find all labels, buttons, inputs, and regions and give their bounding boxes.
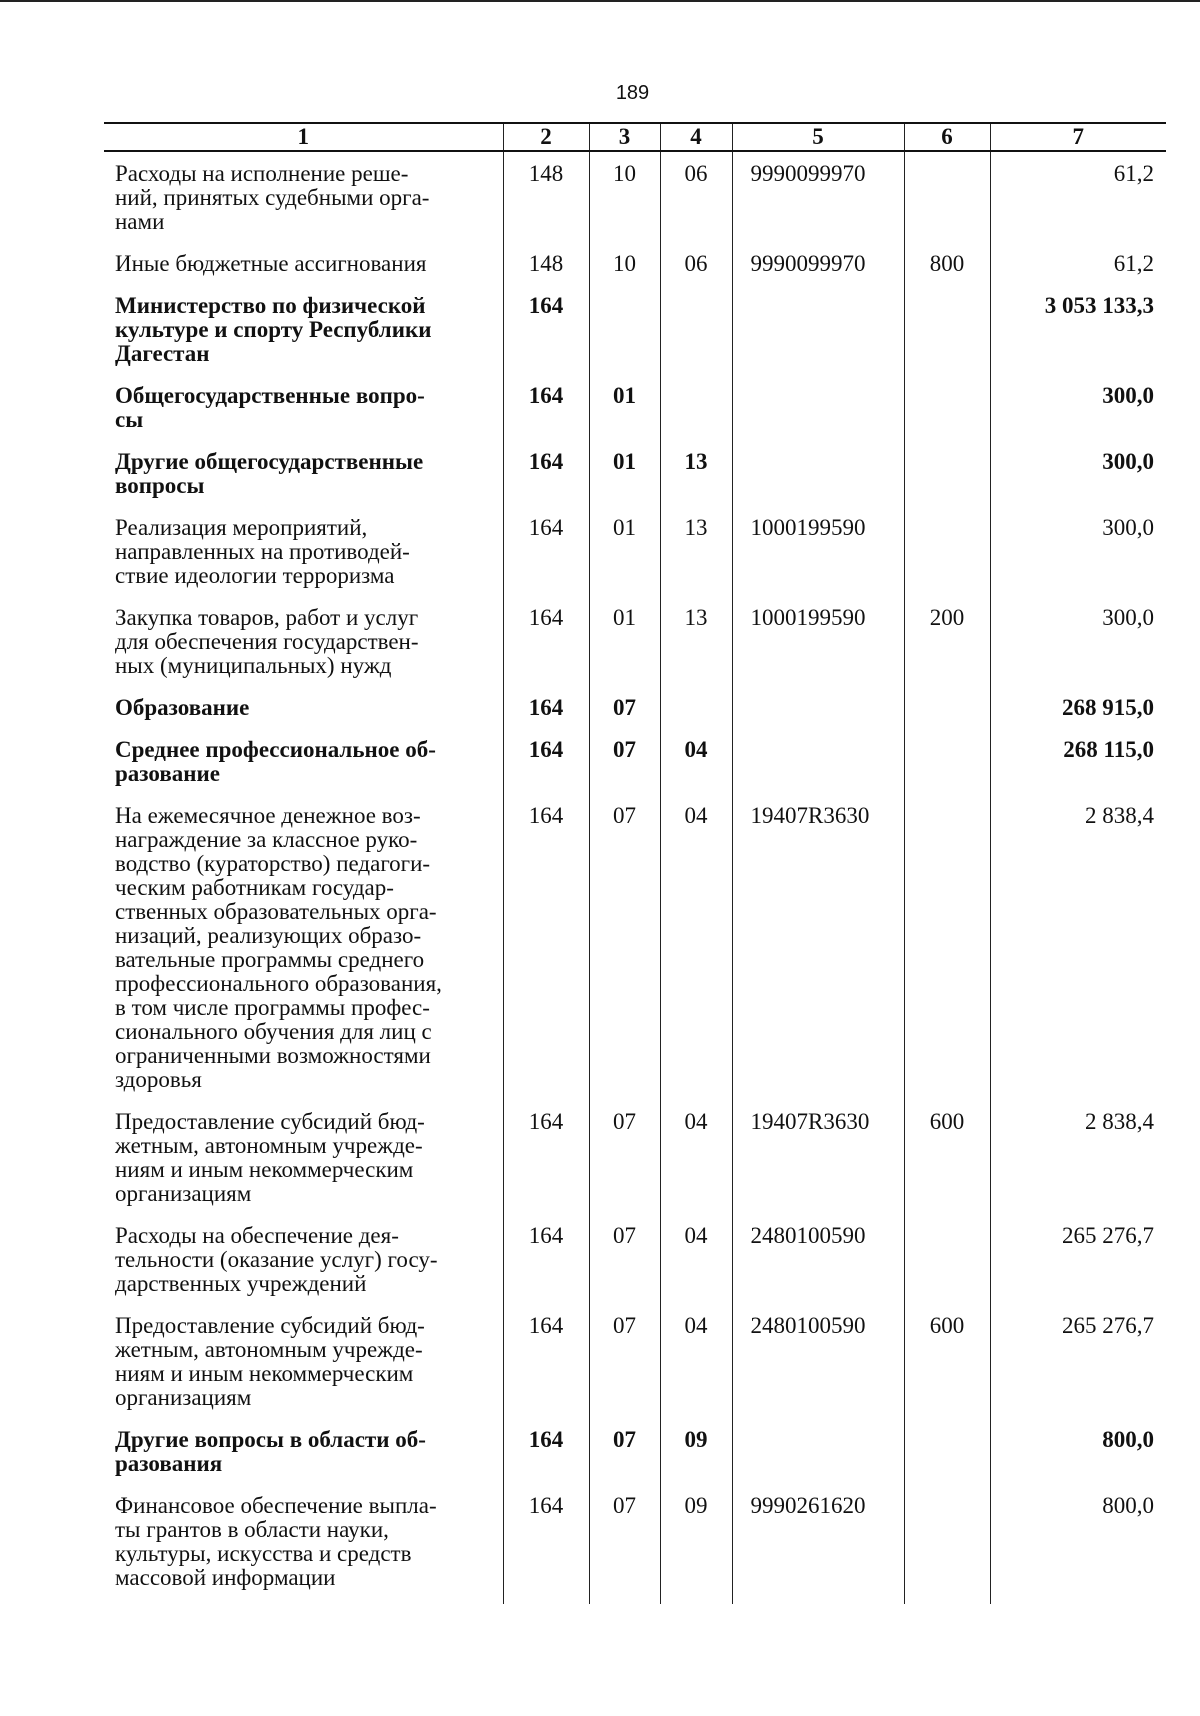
- section-cell: 07: [589, 1418, 660, 1484]
- expense-type-cell: [904, 151, 990, 242]
- target-article-cell: [732, 284, 904, 374]
- subsection-cell: 04: [660, 794, 732, 1100]
- header-col-1: 1: [104, 123, 503, 151]
- section-cell: 07: [589, 728, 660, 794]
- amount-cell: 265 276,7: [990, 1304, 1166, 1418]
- amount-cell: 268 915,0: [990, 686, 1166, 728]
- target-article-cell: [732, 440, 904, 506]
- target-article-cell: 19407R3630: [732, 1100, 904, 1214]
- target-article-cell: 19407R3630: [732, 794, 904, 1100]
- subsection-cell: 04: [660, 1304, 732, 1418]
- expense-type-cell: [904, 1418, 990, 1484]
- row-name-cell: Министерство по физической культуре и спорту Республики Дагестан: [115, 293, 432, 366]
- table-row: [104, 1484, 1166, 1604]
- subsection-cell: 09: [660, 1418, 732, 1484]
- section-cell: 10: [589, 242, 660, 284]
- expense-type-cell: [904, 506, 990, 596]
- row-name-cell: Расходы на исполнение реше- ний, принятых судебными орга- нами: [115, 161, 430, 234]
- amount-cell: 800,0: [990, 1418, 1166, 1484]
- subsection-cell: 09: [660, 1484, 732, 1604]
- section-cell: [589, 284, 660, 374]
- admin-code-cell: 164: [503, 686, 589, 728]
- subsection-cell: 04: [660, 1214, 732, 1304]
- target-article-cell: [732, 686, 904, 728]
- target-article-cell: 9990261620: [732, 1484, 904, 1604]
- amount-cell: 300,0: [990, 440, 1166, 506]
- admin-code-cell: 164: [503, 1418, 589, 1484]
- row-name-cell: Закупка товаров, работ и услуг для обеспечения государствен- ных (муниципальных) нужд: [115, 605, 419, 678]
- expense-type-cell: [904, 284, 990, 374]
- row-name-cell: Финансовое обеспечение выпла- ты грантов в области науки, культуры, искусства и средств массовой информации: [115, 1493, 437, 1590]
- section-cell: 01: [589, 440, 660, 506]
- table-row: [104, 506, 1166, 596]
- section-cell: 07: [589, 1100, 660, 1214]
- section-cell: 10: [589, 151, 660, 242]
- amount-cell: 3 053 133,3: [990, 284, 1166, 374]
- amount-cell: 268 115,0: [990, 728, 1166, 794]
- expense-type-cell: [904, 1214, 990, 1304]
- section-cell: 07: [589, 1304, 660, 1418]
- admin-code-cell: 164: [503, 728, 589, 794]
- admin-code-cell: 164: [503, 506, 589, 596]
- subsection-cell: 13: [660, 596, 732, 686]
- expense-type-cell: [904, 794, 990, 1100]
- table-row: [104, 794, 1166, 1100]
- target-article-cell: 1000199590: [732, 506, 904, 596]
- section-cell: 01: [589, 596, 660, 686]
- header-row: [104, 123, 1166, 151]
- table-row: [104, 596, 1166, 686]
- admin-code-cell: 164: [503, 596, 589, 686]
- row-name-cell: Другие вопросы в области об- разования: [115, 1427, 426, 1476]
- section-cell: 07: [589, 1214, 660, 1304]
- expense-type-cell: [904, 728, 990, 794]
- table-row: [104, 686, 1166, 728]
- table-body: [104, 151, 1166, 1604]
- row-name-cell: Образование: [115, 695, 250, 720]
- row-name-cell: Реализация мероприятий, направленных на противодей- ствие идеологии терроризма: [115, 515, 410, 588]
- admin-code-cell: 164: [503, 374, 589, 440]
- table-row: [104, 440, 1166, 506]
- table-row: [104, 1418, 1166, 1484]
- header-col-3: 3: [589, 123, 660, 151]
- header-col-4: 4: [660, 123, 732, 151]
- section-cell: 01: [589, 374, 660, 440]
- admin-code-cell: 164: [503, 1100, 589, 1214]
- admin-code-cell: 148: [503, 242, 589, 284]
- table-row: [104, 728, 1166, 794]
- target-article-cell: [732, 1418, 904, 1484]
- subsection-cell: 06: [660, 242, 732, 284]
- section-cell: 07: [589, 686, 660, 728]
- expense-type-cell: [904, 374, 990, 440]
- header-col-5: 5: [732, 123, 904, 151]
- admin-code-cell: 164: [503, 440, 589, 506]
- table-row: [104, 1100, 1166, 1214]
- subsection-cell: 04: [660, 728, 732, 794]
- table-row: [104, 284, 1166, 374]
- admin-code-cell: 164: [503, 794, 589, 1100]
- section-cell: 01: [589, 506, 660, 596]
- expense-type-cell: [904, 440, 990, 506]
- subsection-cell: 06: [660, 151, 732, 242]
- row-name-cell: Предоставление субсидий бюд- жетным, автономным учрежде- ниям и иным некоммерческим организациям: [115, 1313, 425, 1410]
- admin-code-cell: 164: [503, 284, 589, 374]
- subsection-cell: [660, 374, 732, 440]
- admin-code-cell: 164: [503, 1484, 589, 1604]
- amount-cell: 300,0: [990, 506, 1166, 596]
- target-article-cell: 2480100590: [732, 1214, 904, 1304]
- target-article-cell: 2480100590: [732, 1304, 904, 1418]
- expense-type-cell: [904, 1484, 990, 1604]
- subsection-cell: [660, 686, 732, 728]
- header-col-7: 7: [990, 123, 1166, 151]
- expense-type-cell: [904, 686, 990, 728]
- page-number: 189: [615, 82, 650, 104]
- target-article-cell: [732, 728, 904, 794]
- scan-border-line: [0, 0, 1200, 2]
- admin-code-cell: 148: [503, 151, 589, 242]
- target-article-cell: 9990099970: [732, 151, 904, 242]
- table-row: [104, 1214, 1166, 1304]
- target-article-cell: 1000199590: [732, 596, 904, 686]
- table-row: [104, 374, 1166, 440]
- subsection-cell: 04: [660, 1100, 732, 1214]
- row-name-cell: На ежемесячное денежное воз- награждение за классное руко- водство (кураторство) педагоги- ческим работникам государ- ственных образовательных орга- низаций, реализующих образо- вательные программы среднего профессионального образования, в том числе программы профес- сионального обучения для лиц с ограниченными возможностями здоровья: [115, 803, 442, 1092]
- amount-cell: 61,2: [990, 242, 1166, 284]
- table-row: [104, 242, 1166, 284]
- amount-cell: 2 838,4: [990, 1100, 1166, 1214]
- section-cell: 07: [589, 1484, 660, 1604]
- amount-cell: 300,0: [990, 596, 1166, 686]
- row-name-cell: Иные бюджетные ассигнования: [115, 251, 427, 276]
- budget-table: [104, 122, 1166, 1604]
- row-name-cell: Общегосударственные вопро- сы: [115, 383, 425, 432]
- subsection-cell: 13: [660, 440, 732, 506]
- expense-type-cell: 200: [904, 596, 990, 686]
- target-article-cell: 9990099970: [732, 242, 904, 284]
- admin-code-cell: 164: [503, 1304, 589, 1418]
- expense-type-cell: 800: [904, 242, 990, 284]
- section-cell: 07: [589, 794, 660, 1100]
- admin-code-cell: 164: [503, 1214, 589, 1304]
- amount-cell: 61,2: [990, 151, 1166, 242]
- expense-type-cell: 600: [904, 1304, 990, 1418]
- amount-cell: 300,0: [990, 374, 1166, 440]
- table-row: [104, 151, 1166, 242]
- amount-cell: 2 838,4: [990, 794, 1166, 1100]
- row-name-cell: Расходы на обеспечение дея- тельности (оказание услуг) госу- дарственных учреждений: [115, 1223, 438, 1296]
- row-name-cell: Другие общегосударственные вопросы: [115, 449, 424, 498]
- row-name-cell: Среднее профессиональное об- разование: [115, 737, 436, 786]
- header-col-2: 2: [503, 123, 589, 151]
- subsection-cell: 13: [660, 506, 732, 596]
- subsection-cell: [660, 284, 732, 374]
- amount-cell: 800,0: [990, 1484, 1166, 1604]
- table-row: [104, 1304, 1166, 1418]
- target-article-cell: [732, 374, 904, 440]
- row-name-cell: Предоставление субсидий бюд- жетным, автономным учрежде- ниям и иным некоммерческим организациям: [115, 1109, 425, 1206]
- header-col-6: 6: [904, 123, 990, 151]
- expense-type-cell: 600: [904, 1100, 990, 1214]
- amount-cell: 265 276,7: [990, 1214, 1166, 1304]
